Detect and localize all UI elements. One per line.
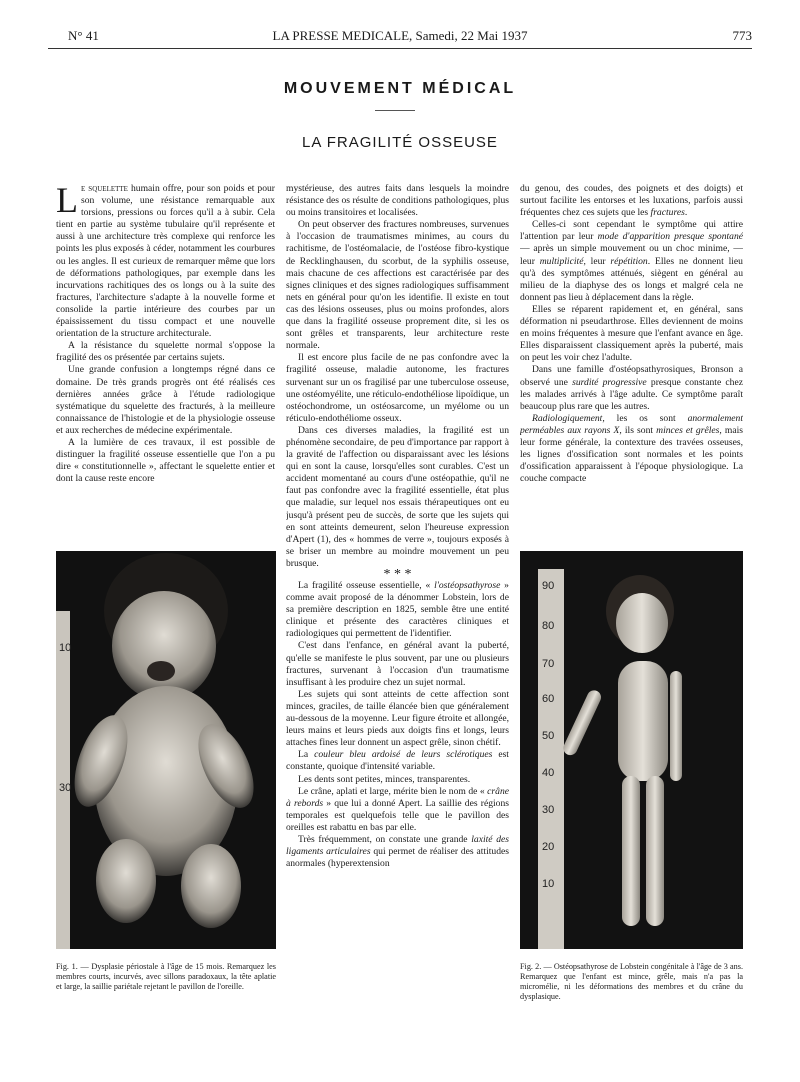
text-run: Très fréquemment, on constate une grande xyxy=(298,833,472,845)
text-run: , ils sont xyxy=(619,424,657,436)
italic-run: couleur bleu ardoisé de leurs sclérotiques xyxy=(314,749,493,761)
paragraph xyxy=(286,834,509,870)
paragraph: On peut observer des fractures nombreuses, survenues à l'occasion de traumatismes minimes, au cours du rachitisme, de l'ostéomalacie, de l'ostéose fibro-kystique de Recklinghausen, du scorbut, de la syphilis osseuse, mais chacune de ces affections est caractérisée par des signes cliniques et des signes radiologiques suffisamment nets en général pour qu'on les identifie. Il existe en tout cas des lésions osseuses, plus ou moins profondes, alors que dans la fragilité osseuse proprement dite, si les os sont grêles et transparents, leur architecture reste normale. xyxy=(286,219,509,352)
figure-2-photo xyxy=(520,551,743,949)
scale-mark: 90 xyxy=(542,580,555,592)
section-break-stars: * * * xyxy=(383,567,412,582)
scale-mark: 60 xyxy=(542,693,555,705)
italic-run: répétition xyxy=(610,255,648,267)
text-column-3 xyxy=(520,183,743,531)
text-run: presque constante chez les malades arrivés à l'âge adulte. Ce symptôme paraît beaucoup plus rare que les autres. xyxy=(520,376,743,412)
issue-number: N° 41 xyxy=(68,28,99,43)
text-run: du genou, des coudes, des poignets et des doigts) et surtout facilite les entorses et les luxations, parfois aussi fréquentes chez ces sujets que les xyxy=(520,183,743,219)
paragraph: Les dents sont petites, minces, transparentes. xyxy=(298,773,471,785)
text-run: qui permet de réaliser des attitudes anormales (hyperextension xyxy=(286,846,509,870)
text-run: est constante, quoique d'intensité variable. xyxy=(286,749,509,773)
text-run: La xyxy=(298,749,315,761)
paragraph xyxy=(286,580,509,640)
figure-1-caption: Fig. 1. — Dysplasie périostale à l'âge de 15 mois. Remarquez les membres courts, incurvés, avec sillons paradoxaux, la tête aplatie et large, la saillie pariétale rejetant le pavillon de l'oreille. xyxy=(56,962,276,991)
scale-mark: 10 xyxy=(542,878,555,890)
scale-mark: 20 xyxy=(542,841,555,853)
italic-run: fractures xyxy=(650,207,685,219)
text-run: » comme avait proposé de la dénommer Lobstein, lors de sa première description en 1825, semble être une entité clinique et présente des caractères cliniques et radiologiques qui permettent de l'identifier. xyxy=(286,580,509,640)
italic-run: laxité des ligaments articulaires xyxy=(286,833,509,858)
text-run: Celles-ci sont cependant le symptôme qui attire l'attention par leur xyxy=(520,219,743,243)
scale-mark: 10 xyxy=(59,642,72,654)
infant-photo-illustration xyxy=(56,551,276,949)
paragraph: Dans ces diverses maladies, la fragilité est un phénomène secondaire, de peu d'importance par rapport à la gravité de l'affection ou disparaissant avec les lésions qui en sont la cause, lorsqu'elles sont curables. C'est un accident momentané au cours d'une ostéopathie, qu'il ne faut pas confondre avec la fragilité essentielle, état plus que maladie, sur lequel nos essais thérapeutiques ont eu jusqu'à présent peu de succès, de sorte que les sujets qui en sont atteints demeurent, selon l'heureuse expression d'Apert (1), des « hommes de verre », toujours exposés à se briser un membre au moindre mouvement un peu brusque. xyxy=(286,424,509,569)
italic-run: l'ostéopsathyrose xyxy=(434,580,501,591)
scale-mark: 40 xyxy=(542,767,555,779)
paragraph: A la résistance du squelette normal s'oppose la fragilité des os présentée par certains sujets. xyxy=(56,340,275,364)
text-run: Le crâne, aplati et large, mérite bien le nom de « xyxy=(298,785,488,797)
head-shape xyxy=(616,593,668,653)
paragraph xyxy=(520,219,743,304)
paragraph xyxy=(286,786,509,834)
scale-mark: 50 xyxy=(542,730,555,742)
scale-mark: 30 xyxy=(542,804,555,816)
section-title: MOUVEMENT MÉDICAL xyxy=(283,80,517,97)
paragraph: A la lumière de ces travaux, il est possible de distinguer la fragilité osseuse essentielle que l'on a pu dire « constitutionnelle », affectant le squelette entier et dont la cause reste encore xyxy=(56,436,275,485)
italic-run: Radiologiquement xyxy=(532,412,603,424)
scale-mark: 80 xyxy=(542,620,555,632)
scale-mark: 30 xyxy=(59,782,72,794)
paragraph xyxy=(520,364,743,412)
paragraph: mystérieuse, des autres faits dans lesquels la moindre résistance des os résulte de conditions pathologiques, plus ou moins transitoires et localisées. xyxy=(286,183,509,219)
paragraph: C'est dans l'enfance, en général avant la puberté, qu'elle se manifeste le plus souvent, par une ou plusieurs fractures, survenant à l'occasion d'un traumatisme insuffisant à les produire chez un sujet normal. xyxy=(286,640,509,688)
text-column-1 xyxy=(56,183,275,539)
figure-1-photo xyxy=(56,551,276,949)
paragraph xyxy=(56,183,275,340)
text-run: , mais leur forme générale, la contexture des travées osseuses, les lignes d'ossification sont normales et les points d'ossification apparaissent à l'époque physiologique. La couche compacte xyxy=(520,424,743,485)
section-divider xyxy=(375,110,415,111)
italic-run: minces et grêles xyxy=(656,424,720,436)
paragraph: Elles se réparent rapidement et, en général, sans déformation ni pseudarthrose. Elles deviennent de moins en moins fréquentes à mesure que l'enfant avance en âge. Elles disparaissent classiquement après la puberté, mais on peut les voir chez l'adulte. xyxy=(520,303,743,364)
lead-smallcaps: e squelette xyxy=(81,183,128,194)
italic-run: anormalement perméables aux rayons X xyxy=(520,412,743,436)
height-scale-bar xyxy=(56,611,70,949)
scale-mark: 70 xyxy=(542,658,555,670)
text-run: , leur xyxy=(583,255,611,267)
journal-date: LA PRESSE MEDICALE, Samedi, 22 Mai 1937 xyxy=(272,28,528,43)
italic-run: mode d'apparition presque spontané xyxy=(597,231,743,243)
text-run: . Elles ne donnent lieu qu'à des symptômes atténués, siègent en général au milieu de la diaphyse des os longs et malgré cela ne donnent pas lieu à déplacement dans la règle. xyxy=(520,255,743,303)
text-run: , les os sont xyxy=(602,412,688,424)
body-shape xyxy=(618,661,668,781)
paragraph: Les sujets qui sont atteints de cette affection sont minces, graciles, de taille élancée bien que généralement au-dessous de la moyenne. Leur figure étroite et allongée, leurs mains et leurs pieds aux doigts fins et longs, leurs attaches fines leur donnent un aspect grêle, sinon chétif. xyxy=(286,688,509,749)
text-column-2 xyxy=(286,183,509,1081)
text-run: . xyxy=(684,207,688,219)
text-run: — après un simple mouvement ou un choc minime, — leur xyxy=(520,243,743,267)
paragraph xyxy=(520,413,743,486)
italic-run: crâne à rebords xyxy=(286,785,509,809)
paragraph xyxy=(520,183,743,219)
italic-run: surdité progressive xyxy=(572,376,647,388)
figure-2-caption: Fig. 2. — Ostéopsathyrose de Lobstein congénitale à l'âge de 3 ans. Remarquez que l'enfant est mince, grêle, mais n'a pas la micromélie, ni les déformations des membres et du crâne du dysplasique. xyxy=(520,962,743,1001)
page-number: 773 xyxy=(732,28,752,43)
drop-cap: L xyxy=(56,183,78,220)
head-shape xyxy=(112,591,216,701)
paragraph: Une grande confusion a longtemps régné dans ce domaine. De très grands progrès ont été réalisés ces dernières années grâce à l'étude radiologique systématique du squelette des fracturés, à la meilleure connaissance de l'histologie et de la physiologie osseuse et aux recherches de médecine expérimentale. xyxy=(56,364,275,436)
child-photo-illustration xyxy=(520,551,743,949)
running-header xyxy=(48,20,752,43)
article-title: LA FRAGILITÉ OSSEUSE xyxy=(302,134,498,151)
header-rule xyxy=(48,48,752,49)
paragraph-text: humain offre, pour son poids et pour son volume, une résistance remarquable aux torsions, pressions ou forces qu'il a à subir. Cela tient en partie au système tubulaire qu'il représente et aussi à une architecture très complexe qui renforce les points les plus exposés à céder, notamment les courbures ou les angles. Il est curieux de remarquer même que lors de déformations pathologiques, par exemple dans les incurvations rachitiques des os longs ou à la suite des fractures, l'architecture s'adapte à la nouvelle forme et consolide la partie intérieure des courbes par un épaississement du tissu compact et une nouvelle orientation de la structure architecturale. xyxy=(56,183,275,340)
text-run: Dans une famille d'ostéopsathyrosiques, Bronson a observé une xyxy=(520,364,743,388)
text-run: La fragilité osseuse essentielle, « xyxy=(298,580,435,591)
text-run: » que lui a donné Apert. La saillie des régions temporales est quelquefois telle que le pavillon des oreilles est rabattu en bas par elle. xyxy=(286,797,509,833)
paragraph: Il est encore plus facile de ne pas confondre avec la fragilité osseuse, maladie autonome, les fractures survenant sur un os fragilisé par une tuberculose osseuse, une ostéomyélite, une réticulo-endothéliose lipoïdique, un ostéochondrome, un ostéosarcome, un myélome ou un réticulo-endothéliome osseux. xyxy=(286,352,509,424)
italic-run: multiplicité xyxy=(539,255,584,267)
paragraph xyxy=(286,749,509,773)
